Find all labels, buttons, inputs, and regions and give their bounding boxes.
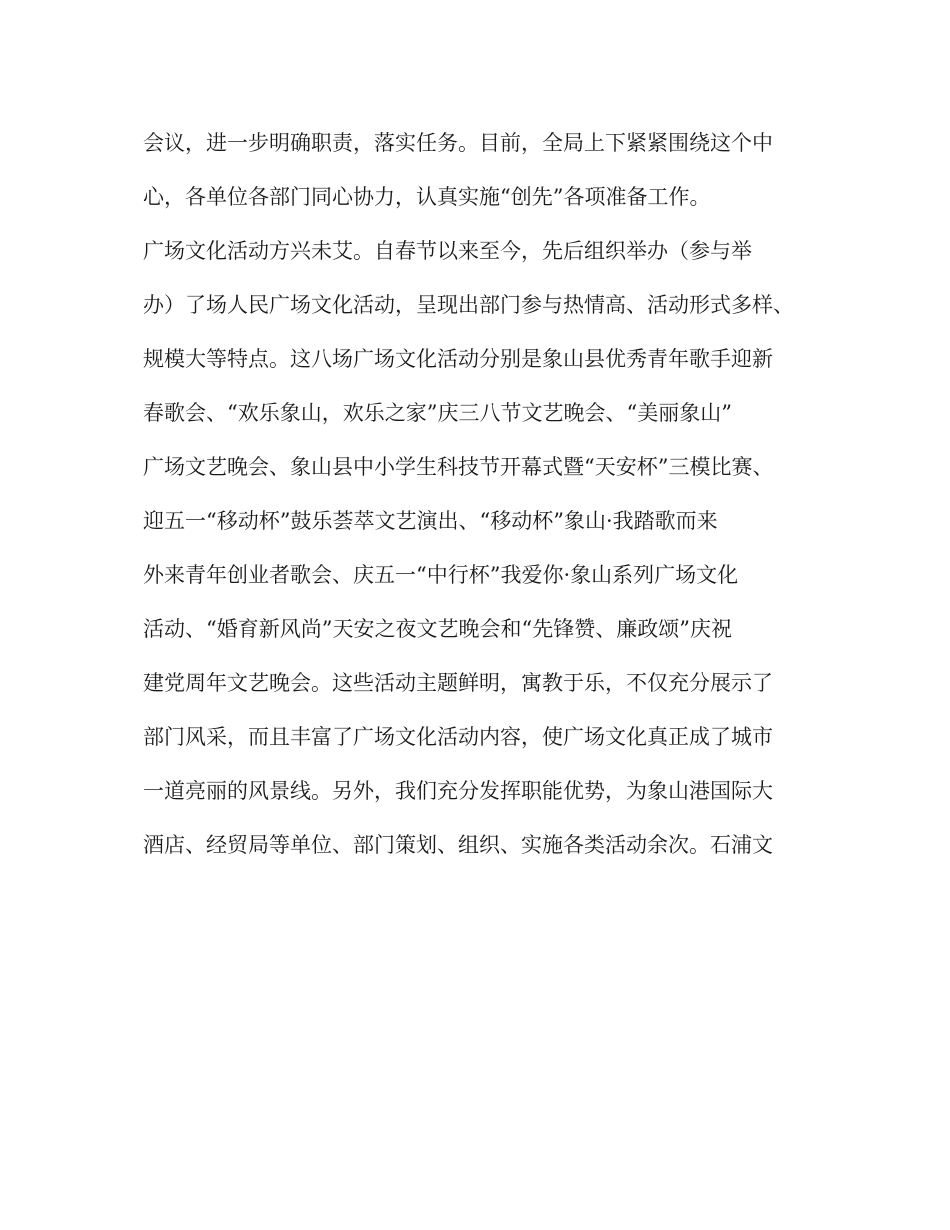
text-line: 外来青年创业者歌会、庆五一“中行杯”我爱你·象山系列广场文化 (143, 563, 739, 587)
text-line: 广场文化活动方兴未艾。自春节以来至今，先后组织举办（参与举 (143, 239, 752, 263)
text-line: 广场文艺晚会、象山县中小学生科技节开幕式暨“天安杯”三模比赛、 (143, 455, 774, 479)
text-line: 心，各单位各部门同心协力，认真实施“创先”各项准备工作。 (143, 185, 711, 209)
text-line: 春歌会、“欢乐象山，欢乐之家”庆三八节文艺晚会、“美丽象山” (143, 401, 732, 425)
body-text (143, 124, 823, 880)
text-line: 酒店、经贸局等单位、部门策划、组织、实施各类活动余次。石浦文 (143, 833, 773, 857)
text-line: 迎五一“移动杯”鼓乐荟萃文艺演出、“移动杯”象山·我踏歌而来 (143, 509, 718, 533)
text-line: 部门风采，而且丰富了广场文化活动内容，使广场文化真正成了城市 (143, 725, 773, 749)
text-line: 活动、“婚育新风尚”天安之夜文艺晚会和“先锋赞、廉政颂”庆祝 (143, 617, 732, 641)
text-line: 一道亮丽的风景线。另外，我们充分发挥职能优势，为象山港国际大 (143, 779, 773, 803)
text-line: 规模大等特点。这八场广场文化活动分别是象山县优秀青年歌手迎新 (143, 347, 773, 371)
text-line: 建党周年文艺晚会。这些活动主题鲜明，寓教于乐，不仅充分展示了 (143, 671, 773, 695)
text-line: 会议，进一步明确职责，落实任务。目前，全局上下紧紧围绕这个中 (143, 131, 773, 155)
text-line: 办）了场人民广场文化活动，呈现出部门参与热情高、活动形式多样、 (143, 293, 794, 317)
